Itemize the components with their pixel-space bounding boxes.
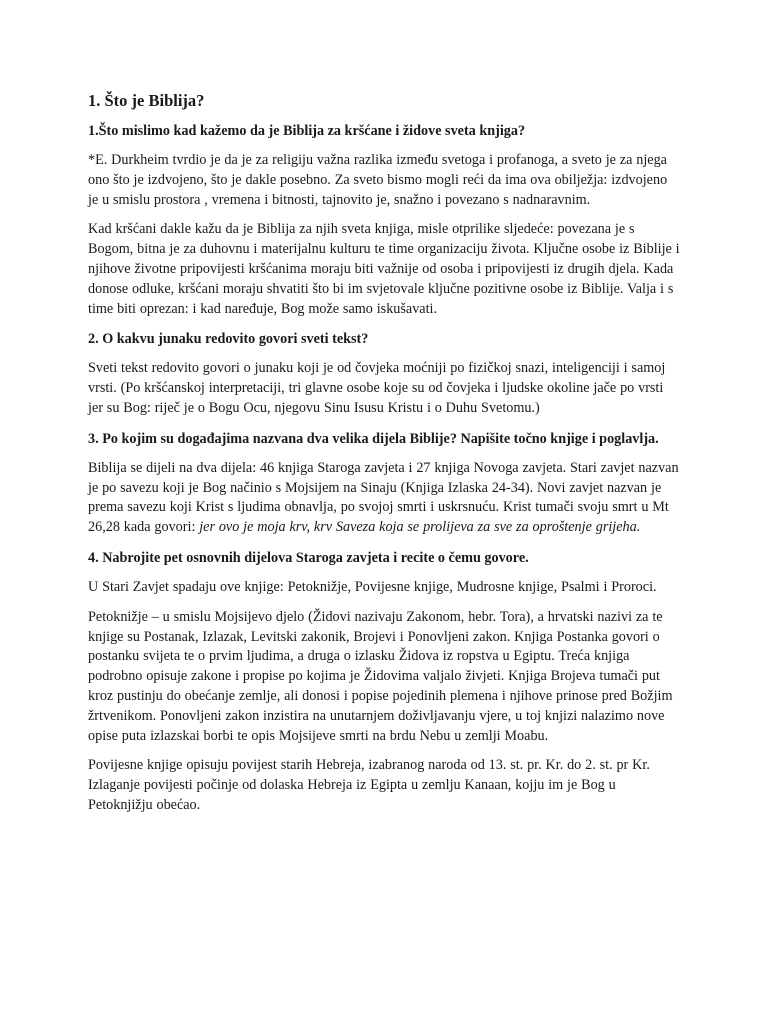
question-4-heading: 4. Nabrojite pet osnovnih dijelova Staroga zavjeta i recite o čemu govore. xyxy=(88,549,529,566)
question-2-paragraph-1: Sveti tekst redovito govori o junaku koji je od čovjeka moćniji po fizičkoj snazi, inteligenciji i samoj vrsti. (Po kršćanskoj interpretaciji, tri glavne osobe koje su od čovjeka i ljudske okoline jače po vrsti jer su Bog: riječ je o Bogu Ocu, njegovu Sinu Isusu Kristu i o Duhu Svetomu.) xyxy=(88,360,666,416)
question-2-heading: 2. O kakvu junaku redovito govori sveti tekst? xyxy=(88,331,369,348)
question-3-paragraph-1 xyxy=(88,459,680,538)
question-4-paragraph-3: Povijesne knjige opisuju povijest starih Hebreja, izabranog naroda od 13. st. pr. Kr. do 2. st. pr Kr. Izlaganje povijesti počinje od dolaska Hebreja iz Egipta u zemlju Kanaan, kojju im je Bog u Petoknjižju obećao. xyxy=(88,757,650,813)
question-3-quote: jer ovo je moja krv, krv Saveza koja se prolijeva za sve za oproštenje grijeha. xyxy=(199,519,641,536)
question-4-paragraph-2: Petoknižje – u smislu Mojsijevo djelo (Židovi nazivaju Zakonom, hebr. Tora), a hrvatski nazivi za te knjige su Postanak, Izlazak, Levitski zakonik, Brojevi i Ponovljeni zakon. Knjiga Postanka govori o postanku svijeta te o prvim ljudima, a druga o izlasku Židova iz ropstva u Egiptu. Treća knjiga podrobno opisuje zakone i propise po kojima je Židovima valjalo živjeti. Knjiga Brojeva tumači put kroz pustinju do obećanje zemlje, ali donosi i popise pojedinih plemena i njihove prinose pred Božjim žrtvenikom. Ponovljeni zakon inzistira na unutarnjem doživljavanju vjere, u toj knjizi nalazimo nove opise puta izlazskai borbi te opis Mojsijeve smrti na brdu Nebu u zemlji Moabu. xyxy=(88,608,673,744)
question-1-paragraph-1: *E. Durkheim tvrdio je da je za religiju važna razlika između svetoga i profanoga, a sveto je za njega ono što je izdvojeno, što je dakle posebno. Za sveto bismo mogli reći da ima ova obilježja: izdvojeno je u smislu prostora , vremena i bitnosti, tajnovito je, snažno i povezano s nadnaravnim. xyxy=(88,152,668,208)
question-1-heading: 1.Što mislimo kad kažemo da je Biblija za kršćane i židove sveta knjiga? xyxy=(88,123,526,139)
question-1-paragraph-2: Kad kršćani dakle kažu da je Biblija za njih sveta knjiga, misle otprilike sljedeće: povezana je s Bogom, bitna je za duhovnu i materijalnu kulturu te time organizaciju života. Ključne osobe iz Biblije i njihove životne pripovijesti kršćanima moraju biti važnije od osoba i pripovijesti iz drugih djela. Kada donose odluke, kršćani moraju shvatiti što bi im svjetovale ključne pozitivne osobe iz Biblije. Valja i s time biti oprezan: i kad naređuje, Bog može samo iskušavati. xyxy=(88,221,680,317)
question-4-paragraph-1: U Stari Zavjet spadaju ove knjige: Petoknižje, Povijesne knjige, Mudrosne knjige, Psalmi i Proroci. xyxy=(88,578,657,595)
question-3-text: Biblija se dijeli na dva dijela: 46 knjiga Staroga zavjeta i 27 knjiga Novoga zavjeta. Stari zavjet nazvan je po savezu koji je Bog načinio s Mojsijem na Sinaju (Knjiga Izlaska 24-34). Novi zavjet nazvan je prema savezu koji Krist s ljudima obnavlja, po svojoj smrti i uskrsnuću. Krist tumači svoju smrt u Mt 26,28 kada govori: xyxy=(88,459,679,536)
document-page xyxy=(88,90,680,826)
document-title: 1. Što je Biblija? xyxy=(88,91,205,110)
question-3-heading: 3. Po kojim su događajima nazvana dva velika dijela Biblije? Napišite točno knjige i poglavlja. xyxy=(88,430,659,447)
